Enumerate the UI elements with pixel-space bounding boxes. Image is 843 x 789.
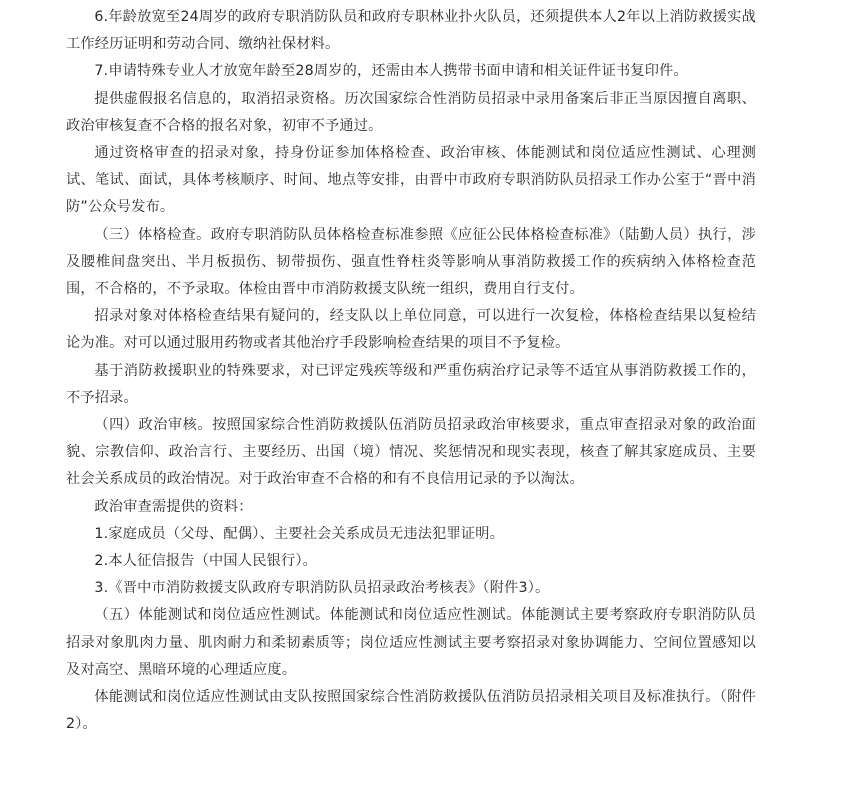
article-body	[66, 4, 756, 738]
paragraph-false-information: 提供虚假报名信息的，取消招录资格。历次国家综合性消防员招录中录用备案后非正当原因擅自离职、政治审核复查不合格的报名对象，初审不予通过。	[66, 90, 756, 134]
paragraph-material-item-1: 1.家庭成员（父母、配偶）、主要社会关系成员无违法犯罪证明。	[94, 525, 505, 542]
paragraph-political-review: （四）政治审核。按照国家综合性消防救援队伍消防员招录政治审核要求，重点审查招录对象的政治面貌、宗教信仰、政治言行、主要经历、出国（境）情况、奖惩情况和现实表现，核查了解其家庭成员、主要社会关系成员的政治情况。对于政治审查不合格的和有不良信用记录的予以淘汰。	[66, 417, 756, 488]
paragraph-material-item-3: 3.《晋中市消防救援支队政府专职消防队员招录政治考核表》（附件3）。	[94, 580, 550, 597]
paragraph-age-relaxation-28: 7.申请特殊专业人才放宽年龄至28周岁的，还需由本人携带书面申请和相关证件证书复印件。	[94, 63, 688, 80]
paragraph-material-item-2: 2.本人征信报告（中国人民银行）。	[94, 553, 318, 570]
paragraph-age-relaxation-24: 6.年龄放宽至24周岁的政府专职消防队员和政府专职林业扑火队员，还须提供本人2年以上消防救援实战工作经历证明和劳动合同、缴纳社保材料。	[66, 9, 756, 53]
paragraph-fitness-test-standard: 体能测试和岗位适应性测试由支队按照国家综合性消防救援队伍消防员招录相关项目及标准执行。（附件2）。	[66, 689, 756, 733]
paragraph-assessment-arrangement: 通过资格审查的招录对象，持身份证参加体格检查、政治审核、体能测试和岗位适应性测试、心理测试、笔试、面试，具体考核顺序、时间、地点等安排，由晋中市政府专职消防队员招录工作办公室于“晋中消防”公众号发布。	[66, 145, 756, 216]
paragraph-fitness-test: （五）体能测试和岗位适应性测试。体能测试和岗位适应性测试。体能测试主要考察政府专职消防队员招录对象肌肉力量、肌肉耐力和柔韧素质等；岗位适应性测试主要考察招录对象协调能力、空间位置感知以及对高空、黑暗环境的心理适应度。	[66, 607, 756, 678]
paragraph-special-requirements: 基于消防救援职业的特殊要求，对已评定残疾等级和严重伤病治疗记录等不适宜从事消防救援工作的，不予招录。	[66, 362, 756, 406]
paragraph-required-materials-heading: 政治审查需提供的资料：	[94, 498, 253, 515]
paragraph-re-examination: 招录对象对体格检查结果有疑问的，经支队以上单位同意，可以进行一次复检，体格检查结果以复检结论为准。对可以通过服用药物或者其他治疗手段影响检查结果的项目不予复检。	[66, 308, 756, 352]
paragraph-physical-exam: （三）体格检查。政府专职消防队员体格检查标准参照《应征公民体格检查标准》（陆勤人员）执行，涉及腰椎间盘突出、半月板损伤、韧带损伤、强直性脊柱炎等影响从事消防救援工作的疾病纳入体格检查范围，不合格的，不予录取。体检由晋中市消防救援支队统一组织，费用自行支付。	[66, 226, 756, 298]
